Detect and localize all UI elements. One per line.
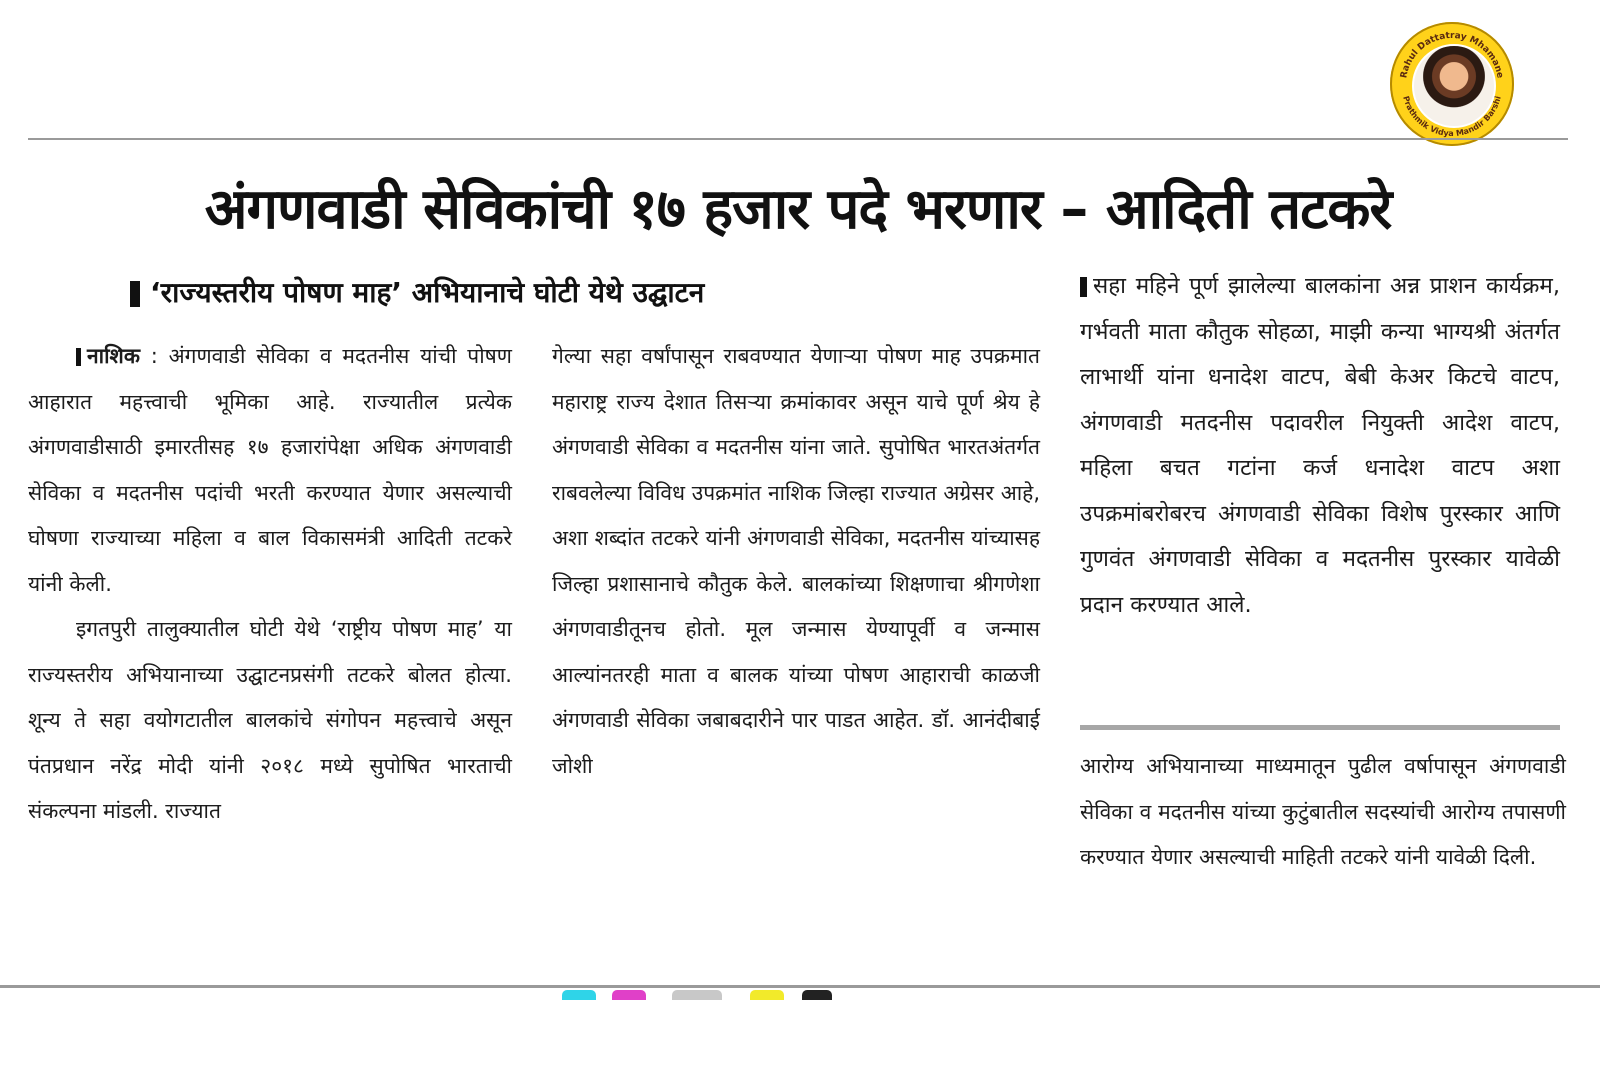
- column-a: [28, 334, 512, 835]
- cmyk-gray-mark: [672, 990, 722, 1000]
- svg-text:Rahul Dattatray Mhamane: [1399, 31, 1504, 79]
- column-c-highlight-text: सहा महिने पूर्ण झालेल्या बालकांना अन्न प्राशन कार्यक्रम, गर्भवती माता कौतुक सोहळा, माझी कन्या भाग्यश्री अंतर्गत लाभार्थी यांना धनादेश वाटप, बेबी केअर किटचे वाटप, अंगणवाडी मतदनीस पदावरील नियुक्ती आदेश वाटप, महिला बचत गटांना कर्ज धनादेश वाटप अशा उपक्रमांबरोबरच अंगणवाडी सेविका विशेष पुरस्कार आणि गुणवंत अंगणवाडी सेविका व मदतनीस पुरस्कार यावेळी प्रदान करण्यात आले.: [1080, 273, 1560, 618]
- badge-bottom-text: Prathmik Vidya Mandir Barshi: [1401, 94, 1503, 139]
- column-c: [1080, 744, 1566, 881]
- badge-top-text: Rahul Dattatray Mhamane: [1399, 30, 1505, 80]
- svg-text:Prathmik Vidya Mandir Barshi: [1401, 95, 1503, 138]
- column-a-p1-text: अंगणवाडी सेविका व मदतनीस यांची पोषण आहारात महत्त्वाची भूमिका आहे. राज्यातील प्रत्येक अंगणवाडीसाठी इमारतीसह १७ हजारांपेक्षा अधिक अंगणवाडी सेविका व मदतनीस पदांची भरती करण्यात येणार असल्याची घोषणा राज्याच्या महिला व बाल विकासमंत्री आदिती तटकरे यांनी केली.: [28, 344, 512, 596]
- subheadline-text: ‘राज्यस्तरीय पोषण माह’ अभियानाचे घोटी येथे उद्घाटन: [150, 276, 705, 309]
- column-c-highlight: [1080, 264, 1560, 628]
- subheadline: [130, 268, 1010, 318]
- column-a-paragraph-1: नाशिक : अंगणवाडी सेविका व मदतनीस यांची पोषण आहारात महत्त्वाची भूमिका आहे. राज्यातील प्रत्येक अंगणवाडीसाठी इमारतीसह १७ हजारांपेक्षा अधिक अंगणवाडी सेविका व मदतनीस पदांची भरती करण्यात येणार असल्याची घोषणा राज्याच्या महिला व बाल विकासमंत्री आदिती तटकरे यांनी केली.: [28, 344, 512, 596]
- cmyk-yellow-mark: [750, 990, 784, 1000]
- cmyk-black-mark: [802, 990, 832, 1000]
- column-a-paragraph-2: इगतपुरी तालुक्यातील घोटी येथे ‘राष्ट्रीय पोषण माह’ या राज्यस्तरीय अभियानाच्या उद्घाटनप्रसंगी तटकरे बोलत होत्या. शून्य ते सहा वयोगटातील बालकांचे संगोपन महत्त्वाचे असून पंतप्रधान नरेंद्र मोदी यांनी २०१८ मध्ये सुपोषित भारताची संकल्पना मांडली. राज्यात: [28, 617, 512, 823]
- badge-ring-text: [1390, 22, 1514, 146]
- bullet-bar-icon: [130, 281, 140, 307]
- author-badge-logo: [1390, 22, 1514, 146]
- bottom-rule: [0, 985, 1600, 988]
- cmyk-magenta-mark: [612, 990, 646, 1000]
- top-rule: [28, 138, 1568, 140]
- cmyk-cyan-mark: [562, 990, 596, 1000]
- dateline: नाशिक: [87, 344, 140, 368]
- column-c-divider: [1080, 725, 1560, 730]
- bullet-bar-icon: [1080, 277, 1087, 297]
- bullet-bar-icon: [76, 348, 81, 366]
- column-b-paragraph-1: गेल्या सहा वर्षांपासून राबवण्यात येणाऱ्या पोषण माह उपक्रमात महाराष्ट्र राज्य देशात तिसऱ्या क्रमांकावर असून याचे पूर्ण श्रेय हे अंगणवाडी सेविका व मदतनीस यांना जाते. सुपोषित भारतअंतर्गत राबवलेल्या विविध उपक्रमांत नाशिक जिल्हा राज्यात अग्रेसर आहे, अशा शब्दांत तटकरे यांनी अंगणवाडी सेविका, मदतनीस यांच्यासह जिल्हा प्रशासानाचे कौतुक केले. बालकांच्या शिक्षणाचा श्रीगणेशा अंगणवाडीतूनच होतो. मूल जन्मास येण्यापूर्वी व जन्मास आल्यांनतरही माता व बालक यांच्या पोषण आहाराची काळजी अंगणवाडी सेविका जबाबदारीने पार पाडत आहेत. डॉ. आनंदीबाई जोशी: [552, 344, 1040, 778]
- column-b: [552, 334, 1040, 789]
- column-c-highlight-paragraph: [1080, 264, 1560, 628]
- column-c-paragraph-1: आरोग्य अभियानाच्या माध्यमातून पुढील वर्षापासून अंगणवाडी सेविका व मदतनीस यांच्या कुटुंबातील सदस्यांची आरोग्य तपासणी करण्यात येणार असल्याची माहिती तटकरे यांनी यावेळी दिली.: [1080, 754, 1566, 869]
- headline: अंगणवाडी सेविकांची १७ हजार पदे भरणार – आदिती तटकरे: [204, 177, 1392, 242]
